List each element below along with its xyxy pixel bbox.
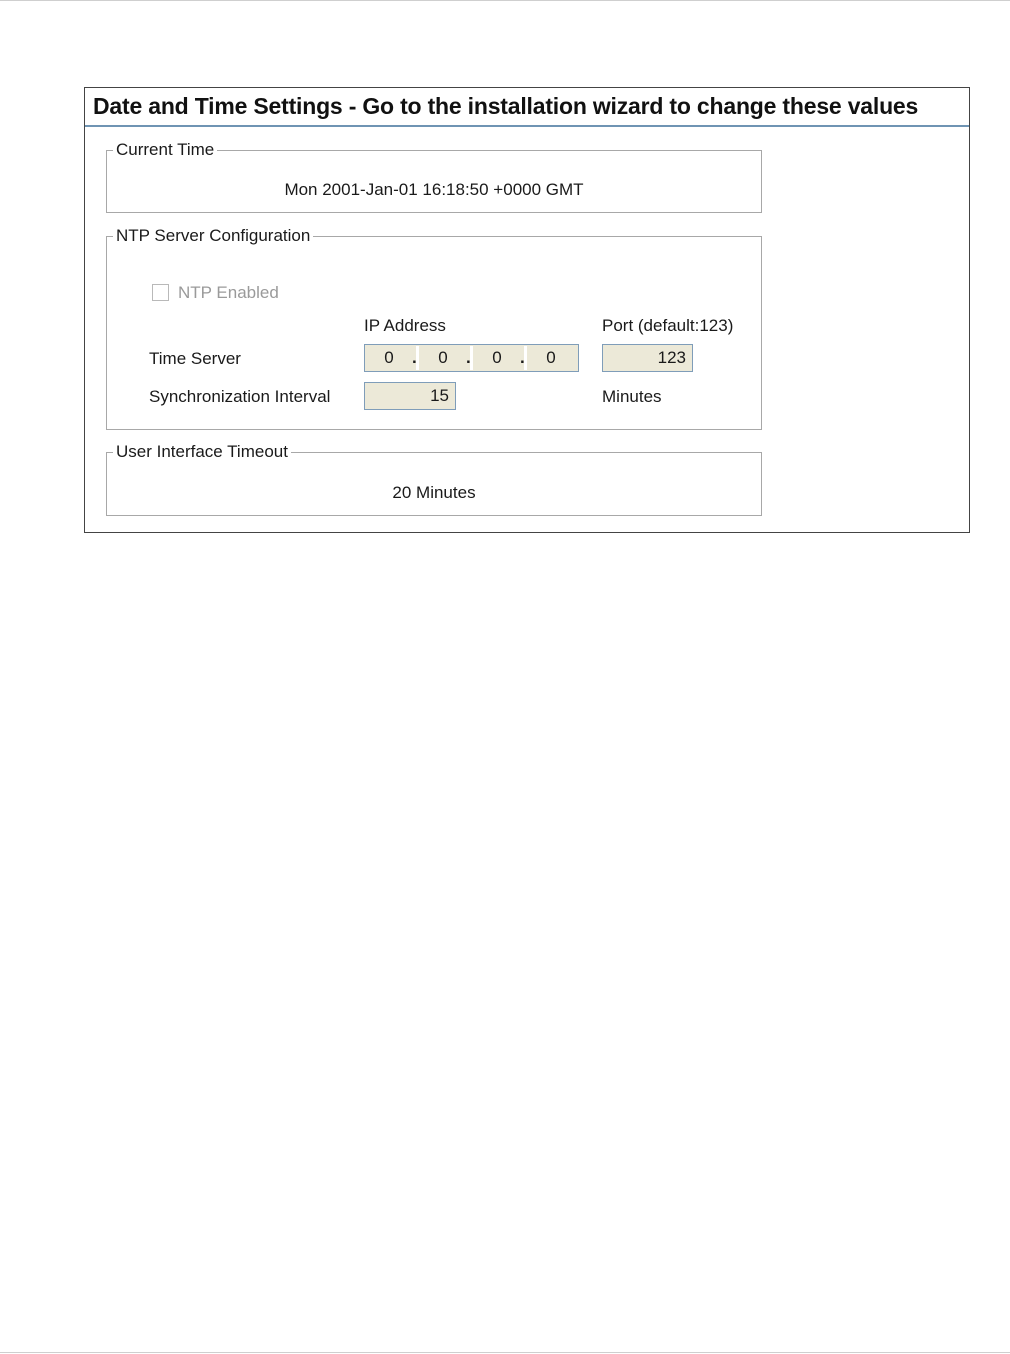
ui-timeout-group <box>106 442 762 516</box>
ui-timeout-legend: User Interface Timeout <box>113 442 291 462</box>
current-time-group <box>106 140 762 213</box>
time-server-label: Time Server <box>149 349 241 368</box>
page-top-divider <box>0 0 1010 1</box>
ntp-config-legend: NTP Server Configuration <box>113 226 313 246</box>
page-bottom-divider <box>0 1352 1010 1353</box>
ip-dot-1: . <box>412 348 417 367</box>
sync-interval-unit: Minutes <box>602 387 662 406</box>
sync-interval-value: 15 <box>430 386 449 405</box>
ip-octet-1: 0 <box>384 348 394 367</box>
ntp-enabled-label: NTP Enabled <box>178 283 279 302</box>
date-time-settings-panel <box>84 87 970 533</box>
current-time-legend: Current Time <box>113 140 217 160</box>
port-header: Port (default:123) <box>602 316 734 335</box>
ip-dot-2: . <box>466 348 471 367</box>
ip-dot-3: . <box>520 348 525 367</box>
ip-octet-2: 0 <box>438 348 448 367</box>
ntp-server-config-group <box>106 226 762 430</box>
ip-address-header: IP Address <box>364 316 446 335</box>
sync-interval-label: Synchronization Interval <box>149 387 331 406</box>
ip-octet-4: 0 <box>546 348 556 367</box>
current-time-value: Mon 2001-Jan-01 16:18:50 +0000 GMT <box>284 180 584 199</box>
ip-octet-3: 0 <box>492 348 502 367</box>
sync-interval-input[interactable] <box>364 382 456 410</box>
ui-timeout-value: 20 Minutes <box>392 483 476 502</box>
ntp-enabled-checkbox[interactable] <box>152 284 169 301</box>
port-value: 123 <box>657 348 686 367</box>
title-underline <box>85 125 969 127</box>
panel-title: Date and Time Settings - Go to the installation wizard to change these values <box>93 93 919 119</box>
time-server-ip-input[interactable] <box>364 344 579 372</box>
port-input[interactable] <box>602 344 693 372</box>
